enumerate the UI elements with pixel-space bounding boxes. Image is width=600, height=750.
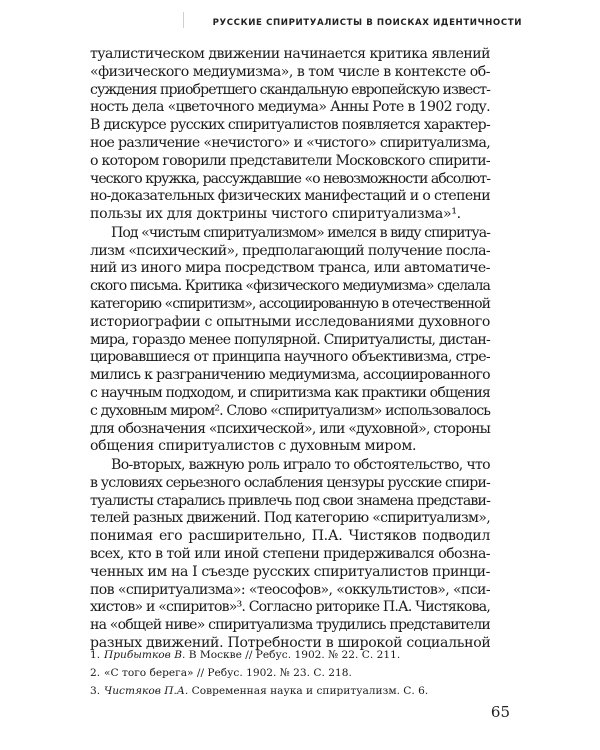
text-line: всех, кто в той или иной степени придерживался обозна-: [90, 546, 490, 562]
text-line: Во-вторых, важную роль играло то обстоятельство, что: [111, 457, 490, 473]
footnote: [90, 684, 510, 698]
text-line: о котором говорили представители Московского спирити-: [90, 152, 490, 169]
text-line: ний из иного мира посредством транса, или автоматиче-: [90, 260, 490, 277]
text-line: туалисты старались привлечь под свои знамена представи-: [90, 492, 490, 509]
text-line: лизм «психический», предполагающий получение посла-: [90, 242, 490, 259]
text-line: разных движений. Потребности в широкой социальной: [90, 635, 491, 651]
footnote-number: 2.: [90, 667, 101, 679]
footnote: [90, 666, 510, 680]
running-head: РУССКИЕ СПИРИТУАЛИСТЫ В ПОИСКАХ ИДЕНТИЧНОСТИ: [212, 18, 522, 28]
text-line: категорию «спиритизм», ассоциированную в отечественной: [90, 296, 490, 312]
text-line: ное различение «нечистого» и «чистого» спиритуализма,: [90, 135, 490, 151]
text-line: в условиях серьезного ослабления цензуры русские спири-: [90, 474, 490, 491]
text-line: хистов» и «спиритов»³. Согласно риторике П.А. Чистякова,: [90, 599, 490, 616]
footnote: [90, 648, 510, 662]
text-line: В дискурсе русских спиритуалистов появляется характер-: [90, 117, 490, 134]
text-line: телей разных движений. Под категорию «спиритуализм»,: [90, 510, 490, 527]
text-line: ность дела «цветочного медиума» Анны Роте в 1902 году.: [90, 99, 490, 116]
text-line: понимая его расширительно, П.А. Чистяков подводил: [90, 528, 490, 545]
text-line: на «общей ниве» спиритуализма трудились представители: [90, 617, 490, 634]
text-line: для обозначения «психической», или «духовной», стороны: [90, 420, 490, 437]
text-line: ского письма. Критика «физического медиумизма» сделала: [90, 278, 490, 295]
text-line: цировавшиеся от принципа научного объективизма, стре-: [90, 349, 490, 366]
footnote-author: Чистяков П.А.: [104, 685, 189, 697]
text-line: общения спиритуалистов с духовным миром.: [90, 438, 417, 455]
text-line: суждения приобретшего скандальную европейскую извест-: [90, 81, 490, 98]
text-line: с духовным миром². Слово «спиритуализм» использовалось: [90, 402, 490, 419]
text-line: мира, гораздо менее популярной. Спиритуалисты, дистан-: [90, 331, 490, 348]
text-line: пов «спиритуализма»: «теософов», «оккультистов», «пси-: [90, 581, 490, 598]
text-line: с научным подходом, и спиритизма как практики общения: [90, 385, 490, 401]
page-number: 65: [490, 703, 510, 721]
footnote-text: Современная наука и спиритуализм. С. 6.: [188, 685, 429, 697]
text-line: но-доказательных физических манифестаций и о степени: [90, 188, 490, 205]
footnote-author: Прибытков В.: [104, 649, 186, 661]
footnote-text: «С того берега» // Ребус. 1902. № 23. С. 218.: [104, 667, 352, 679]
footnote-text: В Москве // Ребус. 1902. № 22. С. 211.: [185, 649, 401, 661]
text-line: мились к разграничению медиумизма, ассоциированного: [90, 367, 490, 384]
text-line: туалистическом движении начинается критика явлений: [90, 46, 490, 62]
text-line: Под «чистым спиритуализмом» имелся в виду спиритуа-: [111, 224, 490, 241]
text-line: ченных им на I съезде русских спиритуалистов принци-: [90, 563, 490, 580]
footnote-number: 3.: [90, 685, 101, 697]
text-line: пользы их для доктрины чистого спиритуализма»¹.: [90, 206, 461, 223]
text-line: ческого кружка, рассуждавшие «о невозможности абсолют-: [90, 170, 490, 187]
text-line: «физического медиумизма», в том числе в контексте об-: [90, 63, 490, 80]
footnote-number: 1.: [90, 649, 101, 661]
text-line: историографии с опытными исследованиями духовного: [90, 313, 490, 330]
